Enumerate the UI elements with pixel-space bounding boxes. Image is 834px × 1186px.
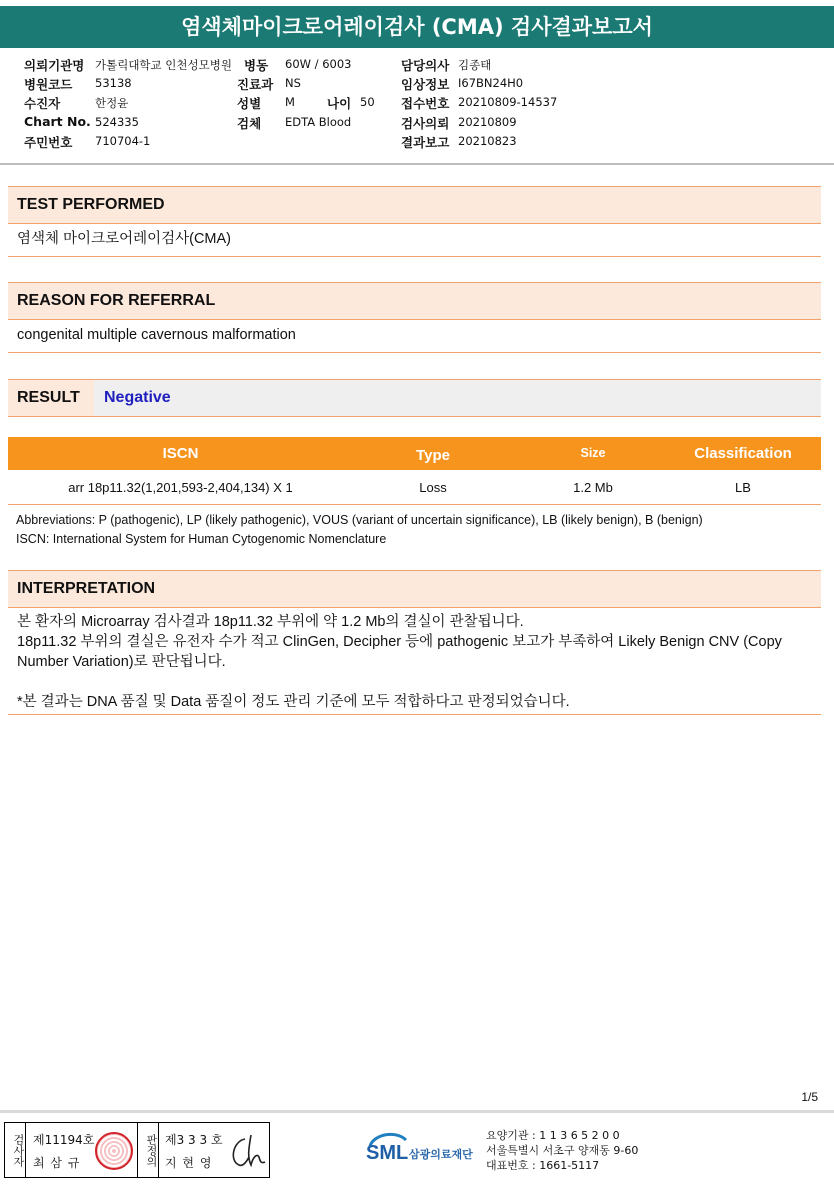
cell-iscn: arr 18p11.32(1,201,593-2,404,134) X 1 — [68, 480, 293, 495]
examinee-value: 한정윤 — [95, 96, 129, 110]
sex-label: 성별 — [237, 96, 262, 111]
interpretation-p1: 본 환자의 Microarray 검사결과 18p11.32 부위에 약 1.2 Mb의 결실이 관찰됩니다. — [17, 614, 524, 630]
org-name: 삼광의료재단 — [409, 1149, 473, 1161]
referral-heading: REASON FOR REFERRAL — [8, 282, 821, 320]
cell-type: Loss — [419, 480, 447, 495]
interpretation-body — [8, 612, 821, 715]
col-size: Size — [580, 446, 606, 460]
header-divider — [0, 163, 834, 165]
hospital-code-value: 53138 — [95, 76, 132, 90]
receipt-value: 20210809-14537 — [458, 95, 558, 109]
id-number-label: 주민번호 — [24, 135, 73, 150]
examinee-label: 수진자 — [24, 96, 61, 111]
patient-info-block — [0, 56, 834, 160]
interpretation-p2: 18p11.32 부위의 결실은 유전자 수가 적고 ClinGen, Decipher 등에 pathogenic 보고가 부족하여 Likely Benign CNV (Copy Number Variation)로 판단됩니다. — [17, 634, 782, 670]
cell-classification: LB — [735, 480, 751, 495]
institution-label: 의뢰기관명 — [24, 58, 85, 73]
ward-value: 60W / 6003 — [285, 57, 352, 71]
clinical-info-value: I67BN24H0 — [458, 76, 524, 90]
institution-value: 가톨릭대학교 인천성모병원 — [95, 58, 232, 72]
examiner-name: 최 삼 규 — [33, 1156, 81, 1170]
table-row — [8, 471, 821, 505]
reviewer-name: 지 현 영 — [165, 1156, 213, 1170]
result-row — [8, 379, 821, 417]
referral-value: congenital multiple cavernous malformation — [8, 319, 821, 353]
request-date-value: 20210809 — [458, 115, 517, 129]
examiner-seal — [95, 1132, 133, 1170]
col-iscn: ISCN — [162, 445, 199, 462]
org-phone: 대표번호 : 1661-5117 — [486, 1159, 600, 1172]
col-classification: Classification — [694, 445, 792, 462]
reviewer-label: 판정의 — [137, 1123, 159, 1177]
sml-logo — [366, 1130, 484, 1170]
specimen-value: EDTA Blood — [285, 115, 352, 129]
col-type: Type — [416, 447, 450, 464]
org-contact — [486, 1128, 638, 1173]
report-date-value: 20210823 — [458, 134, 517, 148]
signature-box — [4, 1122, 270, 1178]
examiner-label: 검사자 — [5, 1123, 26, 1177]
doctor-value: 김종태 — [458, 58, 492, 72]
request-date-label: 검사의뢰 — [401, 116, 450, 131]
department-label: 진료과 — [237, 77, 274, 92]
examiner-license: 제11194호 — [33, 1133, 95, 1147]
age-value: 50 — [360, 95, 375, 109]
receipt-label: 접수번호 — [401, 96, 450, 111]
department-value: NS — [285, 76, 301, 90]
sml-logo-text: SML — [366, 1142, 409, 1164]
specimen-label: 검체 — [237, 116, 262, 131]
reviewer-license: 제3 3 3 호 — [165, 1133, 223, 1147]
result-value: Negative — [104, 389, 171, 406]
age-label: 나이 — [327, 96, 352, 111]
test-performed-heading: TEST PERFORMED — [8, 186, 821, 224]
abbreviations — [16, 511, 821, 549]
result-label: RESULT — [8, 380, 94, 416]
sex-value: M — [285, 95, 295, 109]
abbreviations-line-1: Abbreviations: P (pathogenic), LP (likely pathogenic), VOUS (variant of uncertain significance), LB (likely benign), B (benign) — [16, 513, 703, 527]
test-performed-value: 염색체 마이크로어레이검사(CMA) — [8, 223, 821, 257]
table-header — [8, 437, 821, 470]
report-date-label: 결과보고 — [401, 135, 450, 150]
abbreviations-line-2: ISCN: International System for Human Cytogenomic Nomenclature — [16, 532, 387, 546]
ward-label: 병동 — [244, 58, 269, 73]
id-number-value: 710704-1 — [95, 134, 151, 148]
page-number: 1/5 — [801, 1090, 818, 1104]
chart-no-label: Chart No. — [24, 114, 91, 129]
interpretation-p3: *본 결과는 DNA 품질 및 Data 품질이 정도 관리 기준에 모두 적합하다고 판정되었습니다. — [17, 694, 570, 710]
footer-divider — [0, 1110, 834, 1113]
report-title: 염색체마이크로어레이검사 (CMA) 검사결과보고서 — [0, 6, 834, 48]
chart-no-value: 524335 — [95, 115, 139, 129]
doctor-label: 담당의사 — [401, 58, 450, 73]
interpretation-heading: INTERPRETATION — [8, 570, 821, 608]
institution-code: 요양기관 : 1 1 3 6 5 2 0 0 — [486, 1129, 620, 1142]
clinical-info-label: 임상정보 — [401, 77, 450, 92]
cell-size: 1.2 Mb — [573, 480, 613, 495]
reviewer-signature — [225, 1131, 269, 1171]
org-address: 서울특별시 서초구 양재동 9-60 — [486, 1144, 639, 1157]
hospital-code-label: 병원코드 — [24, 77, 73, 92]
